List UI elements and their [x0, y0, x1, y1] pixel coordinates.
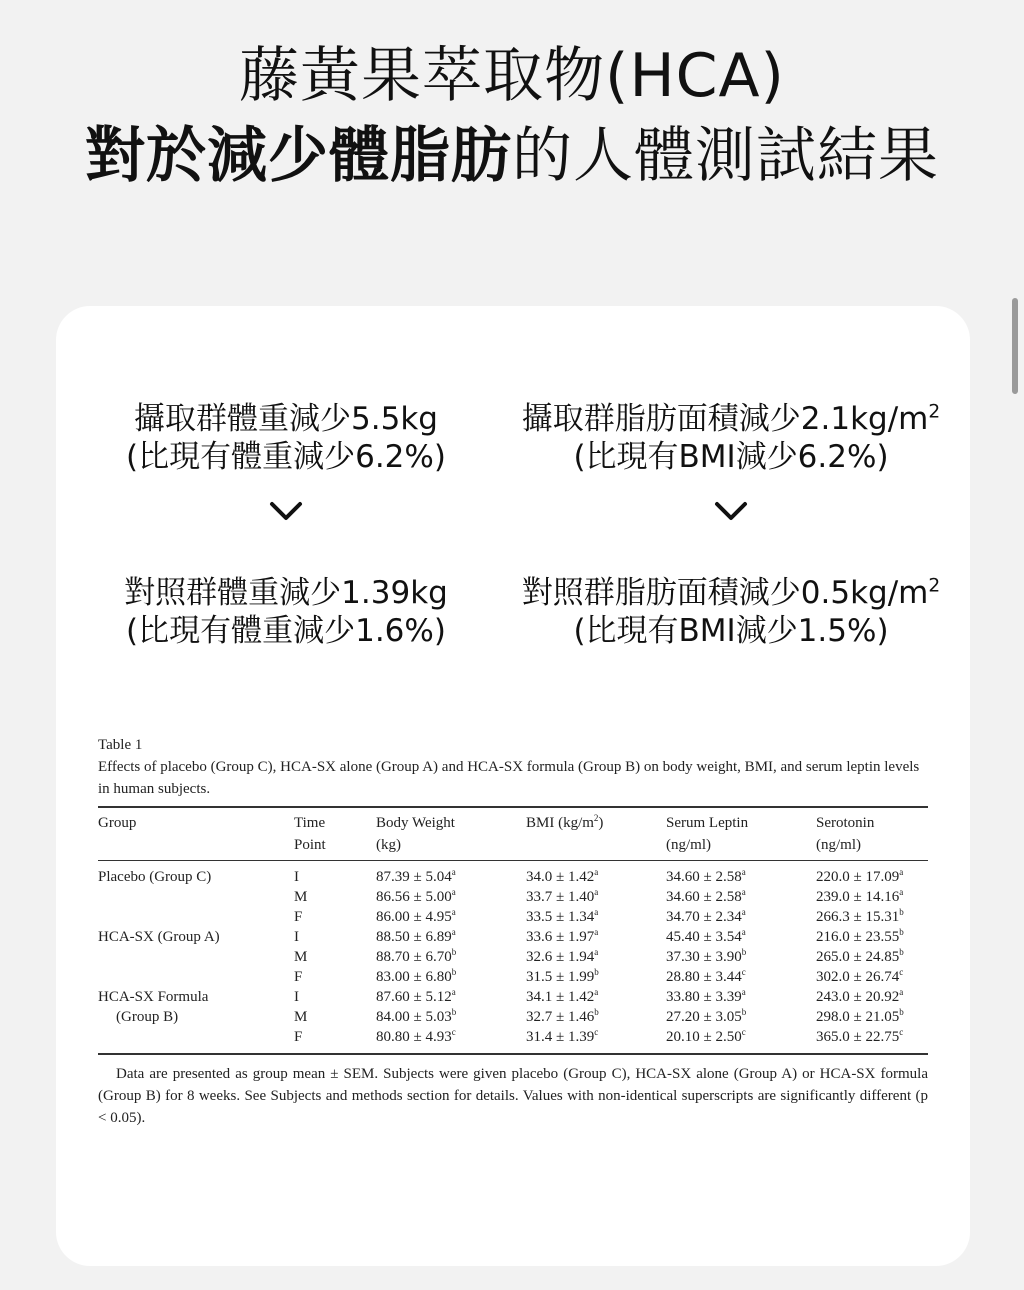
cell-serotonin: 239.0 ± 14.16$^a$ — [816, 887, 904, 905]
header-leptin: Serum Leptin (ng/ml) — [666, 815, 749, 853]
stat-line: (比現有體重減少1.6%) — [126, 613, 446, 649]
stat-line — [496, 574, 966, 612]
study-table — [98, 734, 928, 1129]
cell-body-weight: 88.50 ± 6.89$^a$ — [376, 927, 456, 945]
cell-bmi: 31.5 ± 1.99$^b$ — [526, 967, 599, 985]
cell-leptin: 28.80 ± 3.44$^c$ — [666, 967, 746, 985]
cell-body-weight: 87.39 ± 5.04$^a$ — [376, 867, 456, 885]
stat-line: 對照群體重減少1.39kg — [124, 575, 448, 611]
cell-serotonin: 216.0 ± 23.55$^b$ — [816, 927, 904, 945]
header-time: Time Point — [294, 815, 326, 853]
cell-group: HCA-SX (Group A) — [98, 929, 220, 945]
cell-serotonin: 220.0 ± 17.09$^a$ — [816, 867, 904, 885]
cell-time: I — [294, 869, 299, 885]
cell-time: F — [294, 969, 303, 985]
cell-time: M — [294, 949, 308, 965]
cell-leptin: 34.70 ± 2.34$^a$ — [666, 907, 746, 925]
cell-group — [98, 967, 294, 987]
cell-group: Placebo (Group C) — [98, 869, 212, 885]
table-row — [98, 1027, 928, 1047]
table-row — [98, 967, 928, 987]
cell-leptin: 37.30 ± 3.90$^b$ — [666, 947, 747, 965]
stat-line: 攝取群體重減少5.5kg — [134, 401, 438, 437]
subtitle-bold: 對於減少體脂肪 — [85, 121, 512, 191]
cell-bmi: 33.7 ± 1.40$^a$ — [526, 887, 599, 905]
cell-serotonin: 298.0 ± 21.05$^b$ — [816, 1007, 904, 1025]
treatment-fat-stat — [496, 400, 966, 476]
cell-body-weight: 86.00 ± 4.95$^a$ — [376, 907, 456, 925]
cell-group — [98, 1027, 294, 1047]
cell-bmi: 34.1 ± 1.42$^a$ — [526, 987, 599, 1005]
cell-leptin: 33.80 ± 3.39$^a$ — [666, 987, 746, 1005]
cell-group: HCA-SX Formula — [98, 989, 209, 1005]
cell-serotonin: 365.0 ± 22.75$^c$ — [816, 1027, 904, 1045]
cell-bmi: 31.4 ± 1.39$^c$ — [526, 1027, 599, 1045]
cell-leptin: 20.10 ± 2.50$^c$ — [666, 1027, 746, 1045]
cell-time: F — [294, 909, 303, 925]
stat-text: 對照群脂肪面積減少0.5kg/m — [521, 575, 929, 611]
cell-group — [98, 887, 294, 907]
cell-group: (Group B) — [116, 1009, 179, 1025]
cell-serotonin: 266.3 ± 15.31$^b$ — [816, 907, 904, 925]
cell-body-weight: 80.80 ± 4.93$^c$ — [376, 1027, 456, 1045]
cell-body-weight: 83.00 ± 6.80$^b$ — [376, 967, 457, 985]
cell-bmi: 32.7 ± 1.46$^b$ — [526, 1007, 599, 1025]
cell-serotonin: 243.0 ± 20.92$^a$ — [816, 987, 904, 1005]
table-row — [98, 987, 928, 1007]
results-card — [56, 306, 970, 1266]
header-group: Group — [98, 815, 137, 831]
control-weight-stat — [96, 574, 476, 650]
cell-bmi: 33.5 ± 1.34$^a$ — [526, 907, 599, 925]
cell-time: M — [294, 1009, 308, 1025]
cell-time: M — [294, 889, 308, 905]
data-table — [98, 808, 928, 1047]
stat-text: 攝取群脂肪面積減少2.1kg/m — [521, 401, 929, 437]
page-subtitle — [0, 114, 1024, 198]
subtitle-regular: 的人體測試結果 — [512, 121, 939, 191]
cell-leptin: 34.60 ± 2.58$^a$ — [666, 867, 746, 885]
header-serotonin: Serotonin (ng/ml) — [816, 815, 875, 853]
table-row — [98, 947, 928, 967]
cell-bmi: 33.6 ± 1.97$^a$ — [526, 927, 599, 945]
cell-body-weight: 86.56 ± 5.00$^a$ — [376, 887, 456, 905]
cell-group — [98, 947, 294, 967]
chevron-down-icon — [711, 496, 751, 526]
cell-time: F — [294, 1029, 303, 1045]
stat-sup: 2 — [928, 575, 941, 597]
header-body-weight: Body Weight (kg) — [376, 815, 455, 853]
cell-time: I — [294, 929, 299, 945]
treatment-weight-stat — [96, 400, 476, 476]
cell-body-weight: 84.00 ± 5.03$^b$ — [376, 1007, 457, 1025]
table-row — [98, 907, 928, 927]
cell-bmi: 34.0 ± 1.42$^a$ — [526, 867, 599, 885]
cell-serotonin: 265.0 ± 24.85$^b$ — [816, 947, 904, 965]
table-header-row — [98, 808, 928, 860]
stat-sup: 2 — [928, 401, 941, 423]
control-fat-stat — [496, 574, 966, 650]
cell-leptin: 45.40 ± 3.54$^a$ — [666, 927, 746, 945]
cell-group — [98, 907, 294, 927]
scrollbar[interactable] — [1012, 298, 1018, 394]
cell-leptin: 27.20 ± 3.05$^b$ — [666, 1007, 747, 1025]
table-row — [98, 861, 928, 887]
table-row — [98, 1007, 928, 1027]
stat-line: (比現有BMI減少6.2%) — [573, 439, 889, 475]
stat-line: (比現有BMI減少1.5%) — [573, 613, 889, 649]
page-header — [0, 38, 1024, 198]
table-caption: Effects of placebo (Group C), HCA-SX alone (Group A) and HCA-SX formula (Group B) on body weight, BMI, and serum leptin levels in human subjects. — [98, 759, 920, 797]
table-note: Data are presented as group mean ± SEM. Subjects were given placebo (Group C), HCA-SX alone (Group A) or HCA-SX formula (Group B) for 8 weeks. See Subjects and methods section for details. Values with non-identical superscripts are significantly different (p < 0.05). — [98, 1066, 928, 1126]
table-rule — [98, 1053, 928, 1055]
header-bmi: BMI $(kg/m^2)$ — [526, 813, 604, 831]
cell-body-weight: 88.70 ± 6.70$^b$ — [376, 947, 457, 965]
table-label: Table 1 — [98, 737, 143, 753]
chevron-down-icon — [266, 496, 306, 526]
table-row — [98, 927, 928, 947]
table-body — [98, 861, 928, 1047]
stat-line — [496, 400, 966, 438]
page-title: 藤黃果萃取物(HCA) — [239, 41, 785, 111]
table-row — [98, 887, 928, 907]
cell-bmi: 32.6 ± 1.94$^a$ — [526, 947, 599, 965]
cell-time: I — [294, 989, 299, 1005]
stat-line: (比現有體重減少6.2%) — [126, 439, 446, 475]
cell-serotonin: 302.0 ± 26.74$^c$ — [816, 967, 904, 985]
cell-leptin: 34.60 ± 2.58$^a$ — [666, 887, 746, 905]
cell-body-weight: 87.60 ± 5.12$^a$ — [376, 987, 456, 1005]
